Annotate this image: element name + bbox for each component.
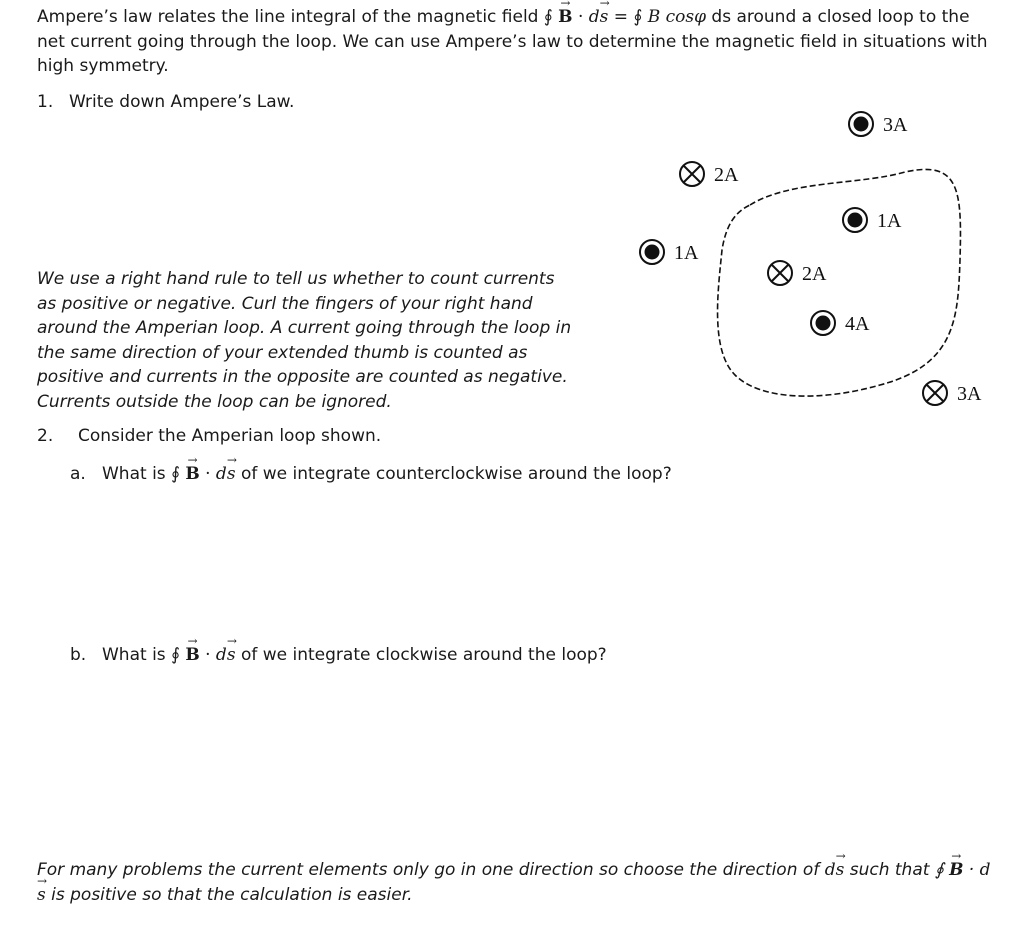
current-out-of-page bbox=[843, 208, 902, 232]
question-2a: a. What is ∮ B → · ds → of we integrate counterclockwise around the loop? bbox=[70, 462, 672, 487]
current-label: 4A bbox=[845, 313, 870, 335]
current-label: 2A bbox=[714, 164, 739, 186]
current-into-page bbox=[923, 381, 982, 405]
vector-B: B → bbox=[558, 5, 572, 30]
amperian-loop bbox=[718, 169, 961, 396]
dot-icon bbox=[848, 213, 863, 228]
current-label: 3A bbox=[883, 114, 908, 136]
question-2a-letter: a. bbox=[70, 464, 86, 484]
question-1-text: Write down Ampere’s Law. bbox=[69, 92, 295, 112]
currents-layer bbox=[640, 112, 982, 405]
current-out-of-page bbox=[640, 240, 699, 264]
line-integral-expression: ∮ B → · ds → bbox=[171, 464, 235, 484]
intro-text-after: ds around a closed loop to the net current going through the loop. We can use Ampere’s law to determine the magnetic field in situations with high symmetry. bbox=[37, 7, 988, 76]
current-into-page bbox=[768, 261, 827, 285]
dot-icon bbox=[854, 117, 869, 132]
current-label: 1A bbox=[674, 242, 699, 264]
question-2-text: Consider the Amperian loop shown. bbox=[78, 426, 382, 446]
current-label: 1A bbox=[877, 210, 902, 232]
line-integral-expression: ∮ B → · ds → bbox=[37, 860, 991, 905]
intro-text-before: Ampere’s law relates the line integral of the magnetic field bbox=[37, 7, 544, 27]
question-2-number: 2. bbox=[37, 426, 54, 446]
question-2b: b. What is ∮ B → · ds → of we integrate clockwise around the loop? bbox=[70, 643, 607, 668]
current-out-of-page bbox=[811, 311, 870, 335]
question-2b-letter: b. bbox=[70, 645, 87, 665]
ds-vector: ds → bbox=[825, 860, 845, 880]
current-label: 2A bbox=[802, 263, 827, 285]
vector-s: s → bbox=[600, 5, 609, 30]
current-into-page bbox=[680, 162, 739, 186]
line-integral-expression: ∮ B → · ds → bbox=[171, 645, 235, 665]
dot-icon bbox=[816, 316, 831, 331]
current-label: 3A bbox=[957, 383, 982, 405]
current-out-of-page bbox=[849, 112, 908, 136]
bottom-note: For many problems the current elements only go in one direction so choose the direction of ds → such that ∮ B → · ds → is positive so that the calculation is easier. bbox=[37, 858, 997, 907]
right-hand-rule-paragraph: We use a right hand rule to tell us whether to count currents as positive or negative. Curl the fingers of your right hand around the Amperian loop. A current going through the loop in the same direction of your extended thumb is counted as positive and currents in the opposite are counted as negative. Currents outside the loop can be ignored. bbox=[37, 269, 572, 412]
question-1-number: 1. bbox=[37, 92, 54, 112]
intro-equation: ∮ B → · ds → = ∮ B cosφ bbox=[544, 7, 706, 27]
dot-icon bbox=[645, 245, 660, 260]
